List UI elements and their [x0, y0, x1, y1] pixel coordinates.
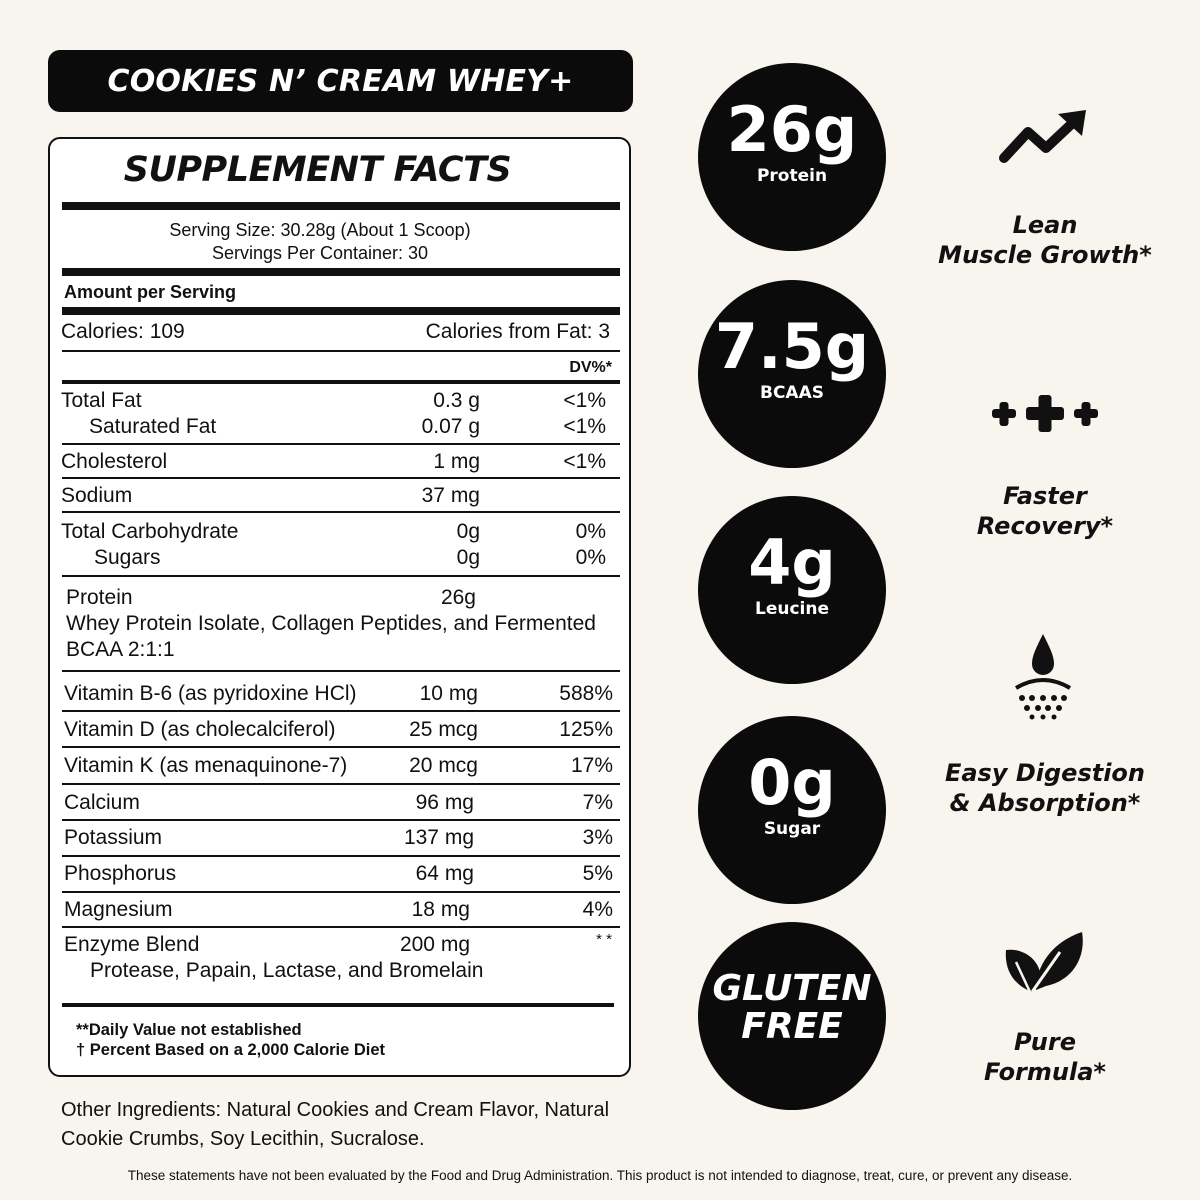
product-title: COOKIES N’ CREAM WHEY+ [48, 50, 633, 112]
drop-absorption-icon [1010, 632, 1076, 722]
nutrient-name: Sodium [61, 484, 133, 507]
nutrient-amount: 1 mg [433, 450, 480, 473]
nutrient-name: Potassium [64, 826, 163, 849]
highlight-value: 4g [748, 526, 836, 599]
amount-per-serving: Amount per Serving [64, 282, 237, 302]
nutrient-amount: 0.07 g [421, 415, 480, 438]
nutrient-name: Sugars [94, 546, 161, 569]
nutrient-amount: 10 mg [419, 682, 478, 705]
nutrient-dv: <1% [563, 450, 606, 473]
nutrient-name: Protein [66, 586, 133, 609]
nutrient-amount: 200 mg [399, 933, 470, 956]
nutrient-name: Saturated Fat [89, 415, 217, 438]
nutrient-amount: 0.3 g [433, 389, 480, 412]
highlight-bcaas [698, 280, 886, 468]
divider [62, 350, 620, 352]
benefit-line: Formula* [984, 1058, 1106, 1086]
benefit-line: Recovery* [976, 512, 1114, 540]
highlight-leucine [698, 496, 886, 684]
highlight-sugar [698, 716, 886, 904]
nutrient-amount: 64 mg [415, 862, 474, 885]
nutrient-dv: 0% [575, 546, 606, 569]
divider [62, 670, 620, 672]
fda-disclaimer: These statements have not been evaluated by the Food and Drug Administration. This product is not intended to diagnose, treat, cure, or prevent any disease. [127, 1168, 1073, 1183]
highlight-label: Sugar [763, 819, 821, 839]
benefit-lean-muscle [915, 210, 1175, 270]
divider [62, 575, 620, 577]
calories: Calories: 109 [61, 320, 185, 343]
benefit-line: Muscle Growth* [938, 241, 1152, 269]
highlight-line: FREE [741, 1006, 843, 1047]
other-ingredients-line: Other Ingredients: Natural Cookies and Cream Flavor, Natural [61, 1099, 610, 1121]
nutrient-dv: * * [596, 931, 612, 948]
protein-sources: Whey Protein Isolate, Collagen Peptides, and Fermented [66, 612, 596, 635]
nutrient-amount: 20 mcg [409, 754, 478, 777]
other-ingredients-line: Cookie Crumbs, Soy Lecithin, Sucralose. [61, 1128, 425, 1150]
highlight-protein [698, 63, 886, 251]
highlight-value: 7.5g [714, 310, 870, 383]
benefit-line: & Absorption* [949, 789, 1141, 817]
nutrient-dv: 4% [582, 898, 613, 921]
nutrient-amount: 96 mg [415, 791, 474, 814]
calories-from-fat: Calories from Fat: 3 [425, 320, 610, 343]
divider [62, 819, 620, 821]
other-ingredients [61, 1096, 641, 1154]
nutrient-amount: 25 mcg [409, 718, 478, 741]
divider-medium [62, 380, 620, 384]
nutrient-name: Vitamin K (as menaquinone-7) [64, 754, 348, 777]
nutrient-amount: 0g [456, 546, 480, 569]
nutrient-dv: <1% [563, 389, 606, 412]
nutrient-dv: 3% [582, 826, 613, 849]
nutrient-name: Vitamin D (as cholecalciferol) [64, 718, 336, 741]
nutrient-dv: 17% [570, 754, 613, 777]
highlight-label: BCAAS [760, 383, 824, 403]
divider [62, 710, 620, 712]
nutrient-dv: 7% [582, 791, 613, 814]
nutrient-name: Calcium [64, 791, 140, 814]
highlight-value: 26g [726, 93, 858, 166]
divider [62, 477, 620, 479]
divider [62, 746, 620, 748]
nutrient-dv: 588% [559, 682, 613, 705]
plus-signs-icon [990, 392, 1100, 436]
nutrient-amount: 18 mg [411, 898, 470, 921]
highlight-gluten-free [698, 922, 886, 1110]
divider [62, 511, 620, 513]
divider [62, 891, 620, 893]
nutrient-name: Magnesium [64, 898, 173, 921]
servings-per-container: Servings Per Container: 30 [211, 243, 429, 263]
nutrient-amount: 0g [456, 520, 480, 543]
supplement-facts-heading: SUPPLEMENT FACTS [123, 150, 512, 190]
nutrient-dv: 125% [559, 718, 613, 741]
nutrient-name: Phosphorus [64, 862, 177, 885]
nutrient-dv: 0% [575, 520, 606, 543]
nutrient-dv: 5% [582, 862, 613, 885]
dv-header: DV%* [569, 359, 612, 376]
divider-medium [62, 1003, 614, 1007]
highlight-value: 0g [748, 746, 836, 819]
divider [62, 855, 620, 857]
benefit-line: Easy Digestion [944, 759, 1146, 787]
enzyme-sources: Protease, Papain, Lactase, and Bromelain [90, 959, 484, 982]
highlight-label: Protein [756, 166, 828, 186]
benefit-easy-digestion [915, 758, 1175, 818]
footnote-percent: † Percent Based on a 2,000 Calorie Diet [76, 1041, 386, 1059]
nutrient-name: Vitamin B-6 (as pyridoxine HCl) [64, 682, 357, 705]
benefit-pure-formula [915, 1027, 1175, 1087]
benefit-line: Faster [1003, 482, 1087, 510]
protein-sources: BCAA 2:1:1 [66, 638, 175, 661]
nutrient-amount: 37 mg [421, 484, 480, 507]
nutrient-name: Enzyme Blend [64, 933, 200, 956]
divider-thick [62, 202, 620, 210]
divider-thick [62, 268, 620, 276]
nutrient-name: Total Carbohydrate [61, 520, 239, 543]
benefit-line: Pure [1014, 1028, 1076, 1056]
divider [62, 783, 620, 785]
leaf-icon [1002, 926, 1086, 996]
nutrient-dv: <1% [563, 415, 606, 438]
benefit-line: Lean [1012, 211, 1078, 239]
nutrient-name: Cholesterol [61, 450, 168, 473]
nutrient-amount: 137 mg [403, 826, 474, 849]
highlight-label: Leucine [754, 599, 829, 619]
trend-up-arrow-icon [998, 108, 1090, 166]
nutrient-name: Total Fat [61, 389, 142, 412]
divider [62, 443, 620, 445]
serving-size: Serving Size: 30.28g (About 1 Scoop) [169, 220, 471, 240]
benefit-faster-recovery [915, 481, 1175, 541]
nutrient-amount: 26g [440, 586, 476, 609]
divider-thick [62, 307, 620, 315]
footnote-dv: **Daily Value not established [76, 1021, 302, 1039]
highlight-line: GLUTEN [712, 968, 872, 1009]
